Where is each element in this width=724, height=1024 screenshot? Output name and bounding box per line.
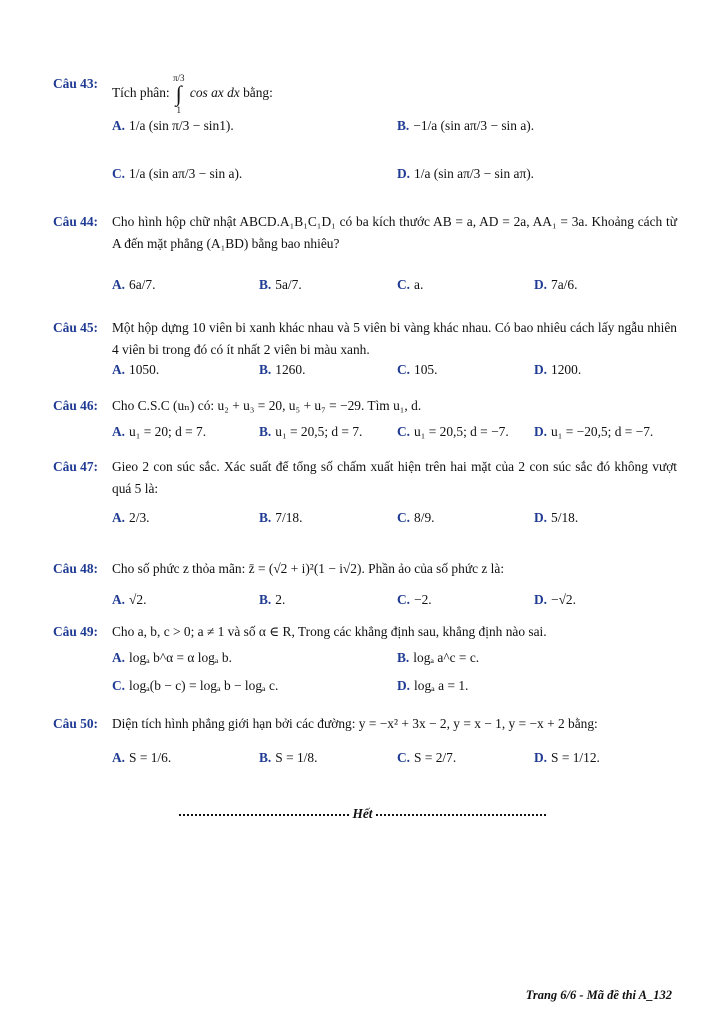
question-45 xyxy=(53,317,677,361)
question-text: Tích phân: π/3 ∫ 1 cos ax dx bằng: xyxy=(112,73,273,115)
option-a[interactable]: A. logₐ b^α = α logₐ b. xyxy=(112,650,232,665)
option-c[interactable]: C. a. xyxy=(397,277,424,292)
option-c[interactable]: C. u₁ = 20,5; d = −7. xyxy=(397,424,509,439)
question-number: Câu 46: xyxy=(53,398,99,413)
question-47 xyxy=(53,456,677,500)
option-b[interactable]: B. u₁ = 20,5; d = 7. xyxy=(259,424,363,439)
question-number: Câu 48: xyxy=(53,561,99,576)
question-48 xyxy=(53,558,677,580)
question-number: Câu 47: xyxy=(53,459,99,474)
option-c[interactable]: C. 105. xyxy=(397,362,438,377)
question-text: Cho hình hộp chữ nhật ABCD.A₁B₁C₁D₁ có ba kích thước AB = a, AD = 2a, AA₁ = 3a. Khoảng cách từ A đến mặt phẳng (A₁BD) bằng bao nhiêu? xyxy=(112,214,677,251)
option-d[interactable]: D. logₐ a = 1. xyxy=(397,678,469,693)
divider xyxy=(179,814,349,816)
option-c[interactable]: C. logₐ(b − c) = logₐ b − logₐ c. xyxy=(112,678,279,693)
option-b[interactable]: B. −1/a (sin aπ/3 − sin a). xyxy=(397,118,535,133)
option-a[interactable]: A. 2/3. xyxy=(112,510,150,525)
option-b[interactable]: B. 5a/7. xyxy=(259,277,302,292)
option-d[interactable]: D. −√2. xyxy=(534,592,576,607)
question-44 xyxy=(53,211,677,255)
divider xyxy=(376,814,546,816)
question-text: Cho a, b, c > 0; a ≠ 1 và số α ∈ R, Trong các khẳng định sau, khẳng định nào sai. xyxy=(112,624,547,639)
option-a[interactable]: A. S = 1/6. xyxy=(112,750,172,765)
option-a[interactable]: A. 6a/7. xyxy=(112,277,156,292)
option-c[interactable]: C. 8/9. xyxy=(397,510,435,525)
question-number: Câu 44: xyxy=(53,214,99,229)
option-d[interactable]: D. u₁ = −20,5; d = −7. xyxy=(534,424,654,439)
option-c[interactable]: C. 1/a (sin aπ/3 − sin a). xyxy=(112,166,243,181)
option-d[interactable]: D. 5/18. xyxy=(534,510,579,525)
question-text: Một hộp dựng 10 viên bi xanh khác nhau và 5 viên bi vàng khác nhau. Có bao nhiêu cách lấy ngẫu nhiên 4 viên bi trong đó có ít nhất 2 viên bi màu xanh. xyxy=(112,320,677,357)
question-number: Câu 49: xyxy=(53,624,99,639)
option-d[interactable]: D. S = 1/12. xyxy=(534,750,600,765)
option-a[interactable]: A. √2. xyxy=(112,592,147,607)
integral-sign: π/3 ∫ 1 xyxy=(173,73,185,115)
option-c[interactable]: C. −2. xyxy=(397,592,432,607)
option-b[interactable]: B. 1260. xyxy=(259,362,306,377)
question-text: Diện tích hình phẳng giới hạn bởi các đường: y = −x² + 3x − 2, y = x − 1, y = −x + 2 bằng: xyxy=(112,716,598,731)
page-footer: Trang 6/6 - Mã đề thi A_132 xyxy=(525,988,672,1002)
option-c[interactable]: C. S = 2/7. xyxy=(397,750,457,765)
option-b[interactable]: B. logₐ a^c = c. xyxy=(397,650,480,665)
option-a[interactable]: A. 1/a (sin π/3 − sin1). xyxy=(112,118,234,133)
question-50 xyxy=(53,713,677,735)
question-text: Gieo 2 con súc sắc. Xác suất để tổng số chấm xuất hiện trên hai mặt của 2 con súc sắc đó không vượt quá 5 là: xyxy=(112,459,677,496)
option-d[interactable]: D. 7a/6. xyxy=(534,277,578,292)
option-a[interactable]: A. 1050. xyxy=(112,362,160,377)
question-number: Câu 43: xyxy=(53,76,99,91)
question-number: Câu 45: xyxy=(53,320,99,335)
end-marker: Hết xyxy=(175,806,550,822)
option-d[interactable]: D. 1200. xyxy=(534,362,582,377)
question-43 xyxy=(53,73,677,115)
question-49 xyxy=(53,621,677,643)
option-b[interactable]: B. S = 1/8. xyxy=(259,750,318,765)
question-46 xyxy=(53,395,677,417)
question-text: Cho C.S.C (uₙ) có: u₂ + u₃ = 20, u₅ + u₇ = −29. Tìm u₁, d. xyxy=(112,398,422,413)
option-a[interactable]: A. u₁ = 20; d = 7. xyxy=(112,424,207,439)
option-b[interactable]: B. 7/18. xyxy=(259,510,303,525)
question-text: Cho số phức z thỏa mãn: z̄ = (√2 + i)²(1 − i√2). Phần ảo của số phức z là: xyxy=(112,561,505,576)
question-number: Câu 50: xyxy=(53,716,99,731)
option-b[interactable]: B. 2. xyxy=(259,592,286,607)
option-d[interactable]: D. 1/a (sin aπ/3 − sin aπ). xyxy=(397,166,535,181)
